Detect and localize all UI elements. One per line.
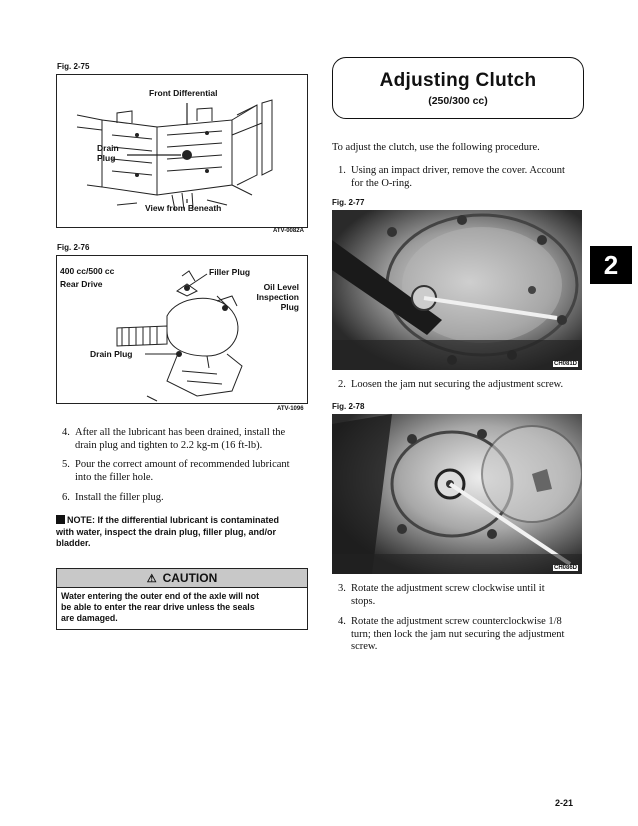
- intro-text: To adjust the clutch, use the following procedure.: [332, 142, 540, 153]
- oil-level-callout-line3: Plug: [280, 302, 299, 312]
- oil-level-callout-line2: Inspection: [256, 292, 299, 302]
- step-4: [62, 427, 307, 453]
- note-line2: with water, inspect the drain plug, filler plug, and/or: [56, 526, 277, 537]
- section-title-box: [332, 57, 584, 119]
- drain-plug-callout: Drain Plug: [90, 349, 133, 359]
- step-4-line1: After all the lubricant has been drained, install the: [75, 427, 286, 438]
- clutch-step-2-line1: Loosen the jam nut securing the adjustment screw.: [351, 379, 564, 390]
- clutch-step-4-line3: screw.: [351, 641, 378, 652]
- clutch-step-3: [338, 583, 584, 609]
- section-tab: 2: [590, 246, 632, 284]
- clutch-step-3-number: 3.: [338, 583, 346, 594]
- step-6-number: 6.: [62, 492, 70, 503]
- fig-2-75-id: ATV-0082A: [273, 228, 304, 234]
- step-5-number: 5.: [62, 459, 70, 470]
- adjustment-screw-photo: [332, 414, 582, 574]
- note-marker-icon: [56, 515, 65, 524]
- clutch-step-1-line2: for the O-ring.: [351, 177, 412, 189]
- clutch-step-1-line1: Using an impact driver, remove the cover. Account: [351, 165, 565, 176]
- clutch-step-4-line1: Rotate the adjustment screw counterclockwise 1/8: [351, 616, 562, 627]
- clutch-step-1-number: 1.: [338, 165, 346, 176]
- fig-2-77-photo: [332, 210, 582, 370]
- clutch-step-3-line1: Rotate the adjustment screw clockwise until it: [351, 583, 545, 594]
- section-title: Adjusting Clutch: [379, 70, 537, 91]
- clutch-step-4-line2: turn; then lock the jam nut securing the adjustment: [351, 628, 565, 640]
- fig-2-75-figure: [56, 74, 308, 228]
- step-6: [62, 492, 307, 506]
- clutch-step-3-line2: stops.: [351, 595, 376, 607]
- caution-box: [56, 568, 308, 630]
- clutch-step-2-number: 2.: [338, 379, 346, 390]
- fig-2-76-id: ATV-1096: [277, 406, 304, 412]
- step-6-line1: Install the filler plug.: [75, 492, 164, 503]
- fig-2-78-label: Fig. 2-78: [332, 402, 365, 411]
- oil-level-callout-line1: Oil Level: [263, 282, 299, 292]
- caution-line3: are damaged.: [61, 613, 118, 623]
- fig-2-77-label: Fig. 2-77: [332, 198, 365, 207]
- clutch-step-4: [338, 616, 584, 654]
- fig-2-75-label: Fig. 2-75: [57, 62, 90, 71]
- fig-2-76-figure: [56, 255, 308, 404]
- warning-triangle-icon: ⚠: [146, 573, 157, 585]
- clutch-step-1: [338, 165, 584, 191]
- caution-text: [57, 588, 307, 627]
- view-from-beneath-callout: View from Beneath: [145, 203, 222, 213]
- caution-line2: be able to enter the rear drive unless the seals: [61, 602, 255, 612]
- plug-callout-line2: Plug: [97, 153, 116, 163]
- section-subtitle: (250/300 cc): [428, 95, 488, 107]
- step-4-line2: drain plug and tighten to 2.2 kg-m (16 ft-lb).: [75, 439, 263, 451]
- front-differential-callout: Front Differential: [149, 88, 218, 98]
- clutch-step-2: [338, 379, 584, 393]
- clutch-step-4-number: 4.: [338, 616, 346, 627]
- note-line3: bladder.: [56, 538, 91, 548]
- drain-callout-line1: Drain: [97, 143, 119, 153]
- caution-header: [57, 569, 307, 588]
- page-number: 2-21: [555, 798, 574, 808]
- step-4-number: 4.: [62, 427, 70, 438]
- step-5-line2: into the filler hole.: [75, 471, 154, 483]
- fig-2-78-id: CH086D: [553, 565, 577, 571]
- model-callout-line1: 400 cc/500 cc: [60, 266, 115, 276]
- note-line1: NOTE: If the differential lubricant is contaminated: [67, 515, 280, 525]
- note-block: [56, 515, 308, 550]
- step-5: [62, 459, 307, 485]
- fig-2-78-photo: [332, 414, 582, 574]
- fig-2-77-id: CH081D: [553, 361, 577, 367]
- caution-line1: Water entering the outer end of the axle will not: [61, 591, 260, 601]
- clutch-cover-photo: [332, 210, 582, 370]
- model-callout-line2: Rear Drive: [60, 279, 103, 289]
- fig-2-76-label: Fig. 2-76: [57, 243, 90, 252]
- step-5-line1: Pour the correct amount of recommended lubricant: [75, 459, 290, 470]
- caution-heading: CAUTION: [162, 571, 218, 585]
- filler-plug-callout: Filler Plug: [209, 267, 251, 277]
